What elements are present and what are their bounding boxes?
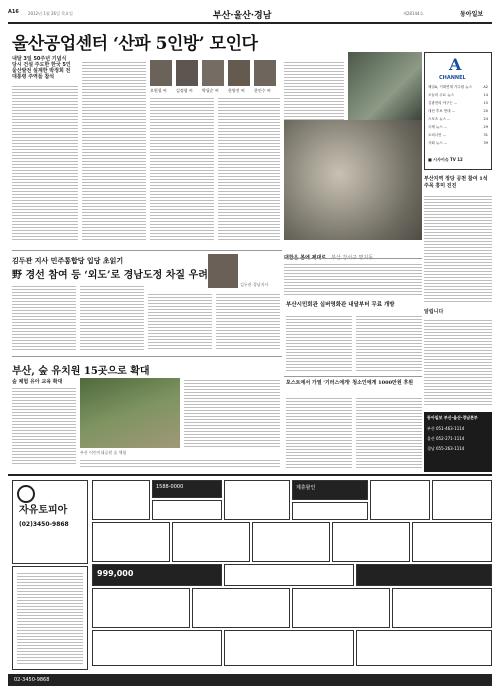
channel-item[interactable]: 국제 뉴스 ... 29 [428, 125, 488, 129]
portrait-1 [150, 60, 172, 86]
ad-block[interactable] [356, 630, 492, 666]
story4-col2 [184, 378, 280, 448]
ad-block[interactable] [332, 522, 410, 562]
section-title: 부산·울산·경남 [213, 11, 272, 21]
lead-subheads [12, 56, 90, 80]
seafood-photo [284, 120, 422, 240]
channel-box [424, 52, 492, 170]
channel-item[interactable]: 채널A, 기획연재 가수원 뉴스 A2 [428, 85, 488, 89]
page-number: A16 [8, 9, 19, 15]
story5-col1 [286, 396, 352, 468]
story2-portrait [208, 254, 238, 288]
photo-story-body [284, 262, 422, 296]
story2-col3 [148, 292, 212, 350]
portrait-name-1: 오원철 씨 [150, 88, 167, 93]
ad-rule [8, 474, 492, 476]
page-date: 2012년 1월 26일 목요일 [28, 11, 73, 16]
portrait-name-4: 한양진 씨 [228, 88, 245, 93]
story4-headline: 부산, 숲 유치원 15곳으로 확대 [12, 366, 150, 377]
lead-sub-2: 당시 건설 주도한 한국 5인 [12, 62, 71, 68]
story4-sub: 숲 체험 유아 교육 확대 [12, 379, 63, 385]
story2-headline1: 김두관 지사 민주통합당 입당 초읽기 [12, 256, 124, 265]
story5-headline: 포스트에서 가열 '기러스에게' 청소인에게 1000만원 후원 [286, 380, 414, 386]
portrait-3 [202, 60, 224, 86]
story4-caption: 부산 어린이대공원 숲 체험 [80, 450, 127, 455]
ad-block[interactable] [392, 588, 492, 628]
side-headline: 부산지역 정당 공천 참여 1석 주목 흥미 진진 [424, 176, 488, 189]
ad-main[interactable] [12, 480, 88, 564]
story2-caption: 김두관 경남지사 [240, 282, 269, 287]
office-box [424, 412, 492, 472]
ad-block[interactable] [92, 630, 222, 666]
story2-headline2: 野 경선 참여 등 ‘외도’로 경남도정 차질 우려 [12, 270, 208, 281]
lead-body-col2 [82, 60, 146, 242]
lead-sub-3: 울산발전 설계한 박정희 전 [12, 68, 71, 74]
lead-headline: 울산공업센터 ‘산파 5인방’ 모인다 [12, 34, 258, 54]
ad-block[interactable] [292, 588, 390, 628]
channel-item[interactable]: 오늘의 주요 뉴스 14 [428, 93, 488, 97]
office-phone-1: 부산 051-463-1114 [427, 426, 465, 431]
ad-block[interactable] [356, 564, 492, 586]
divider-1 [12, 250, 282, 251]
portrait-name-3: 박필순 씨 [202, 88, 219, 93]
ad-footer-bar[interactable]: 02-3450-9868 [8, 674, 492, 686]
lead-body-col4 [218, 96, 280, 242]
story4-col3 [80, 458, 280, 468]
divider-4 [284, 376, 422, 377]
office-title: 동아일보 부산·울산·경남본부 [427, 415, 478, 420]
ad-block[interactable] [172, 522, 250, 562]
story2-col2 [80, 284, 144, 350]
portrait-4 [228, 60, 250, 86]
notice-body [424, 318, 492, 406]
ad-block[interactable] [92, 522, 170, 562]
ad-phone: (02)3450-9868 [19, 521, 69, 528]
ad-block[interactable] [224, 564, 354, 586]
channel-label: CHANNEL [439, 75, 466, 81]
side-body [424, 194, 492, 304]
header-rule [8, 22, 492, 24]
ad-block[interactable] [192, 588, 290, 628]
channel-item[interactable]: 스포츠 뉴스 ... 24 [428, 117, 488, 121]
office-phone-2: 울산 052-271-1114 [427, 436, 465, 441]
ad-grid [92, 480, 492, 670]
portrait-5 [254, 60, 276, 86]
ad-block[interactable] [252, 522, 330, 562]
channel-list [428, 85, 488, 149]
lead-sub-4: 대통령 주역들 참석 [12, 74, 55, 80]
ad-left-lower[interactable] [12, 566, 88, 670]
channel-item[interactable]: 대선 후보 연대 ... 20 [428, 109, 488, 113]
story4-col1 [12, 386, 76, 464]
ad-block[interactable]: 1588-0000 [152, 480, 222, 498]
ad-block[interactable]: 999,000 [92, 564, 222, 586]
ad-block[interactable] [152, 500, 222, 520]
story3-headline: 부산시민회관 실버영화관 내달부터 무료 개방 [286, 302, 395, 308]
story5-col2 [356, 396, 422, 468]
story2-col4 [216, 292, 280, 350]
channel-item[interactable]: 사회 뉴스 ... 39 [428, 141, 488, 145]
channel-item[interactable]: 김광현의 야구는 ... 15 [428, 101, 488, 105]
page-header [8, 8, 492, 20]
office-phone-3: 경남 055-263-1114 [427, 446, 465, 451]
ad-block[interactable] [292, 502, 368, 520]
ad-block[interactable] [432, 480, 492, 520]
notice-label: 알립니다 [424, 309, 444, 315]
ad-block[interactable] [92, 588, 190, 628]
story3-col1 [286, 314, 352, 372]
story4-photo [80, 378, 180, 448]
ad-block[interactable]: 제휴할인 [292, 480, 368, 500]
lead-body-col1 [12, 84, 78, 242]
channel-logo: A [449, 55, 462, 74]
ad-block[interactable] [412, 522, 492, 562]
portrait-2 [176, 60, 198, 86]
photo-caption [284, 244, 422, 263]
ad-circle [17, 485, 35, 503]
issue-number: 제28144호 [403, 11, 424, 16]
portrait-name-2: 김정렴 씨 [176, 88, 193, 93]
paper-name: 동아일보 [460, 11, 484, 18]
story2-col1 [12, 284, 76, 350]
channel-footer: ■ 시사이슈 TV 12 [428, 157, 463, 162]
divider-3 [12, 356, 282, 357]
lead-photo [348, 52, 422, 120]
ad-block[interactable] [92, 480, 150, 520]
lead-body-col3 [150, 96, 214, 242]
channel-item[interactable]: 오피니언 ... 31 [428, 133, 488, 137]
story3-col2 [356, 314, 422, 372]
lead-sub-1: 내달 3일 50주년 기념식 [12, 56, 67, 62]
portrait-name-5: 한인수 씨 [254, 88, 271, 93]
ad-block[interactable] [224, 630, 354, 666]
ad-logo: 자유토피아 [19, 505, 68, 516]
divider-2 [284, 258, 422, 259]
ad-block[interactable] [370, 480, 430, 520]
ad-block[interactable] [224, 480, 290, 520]
